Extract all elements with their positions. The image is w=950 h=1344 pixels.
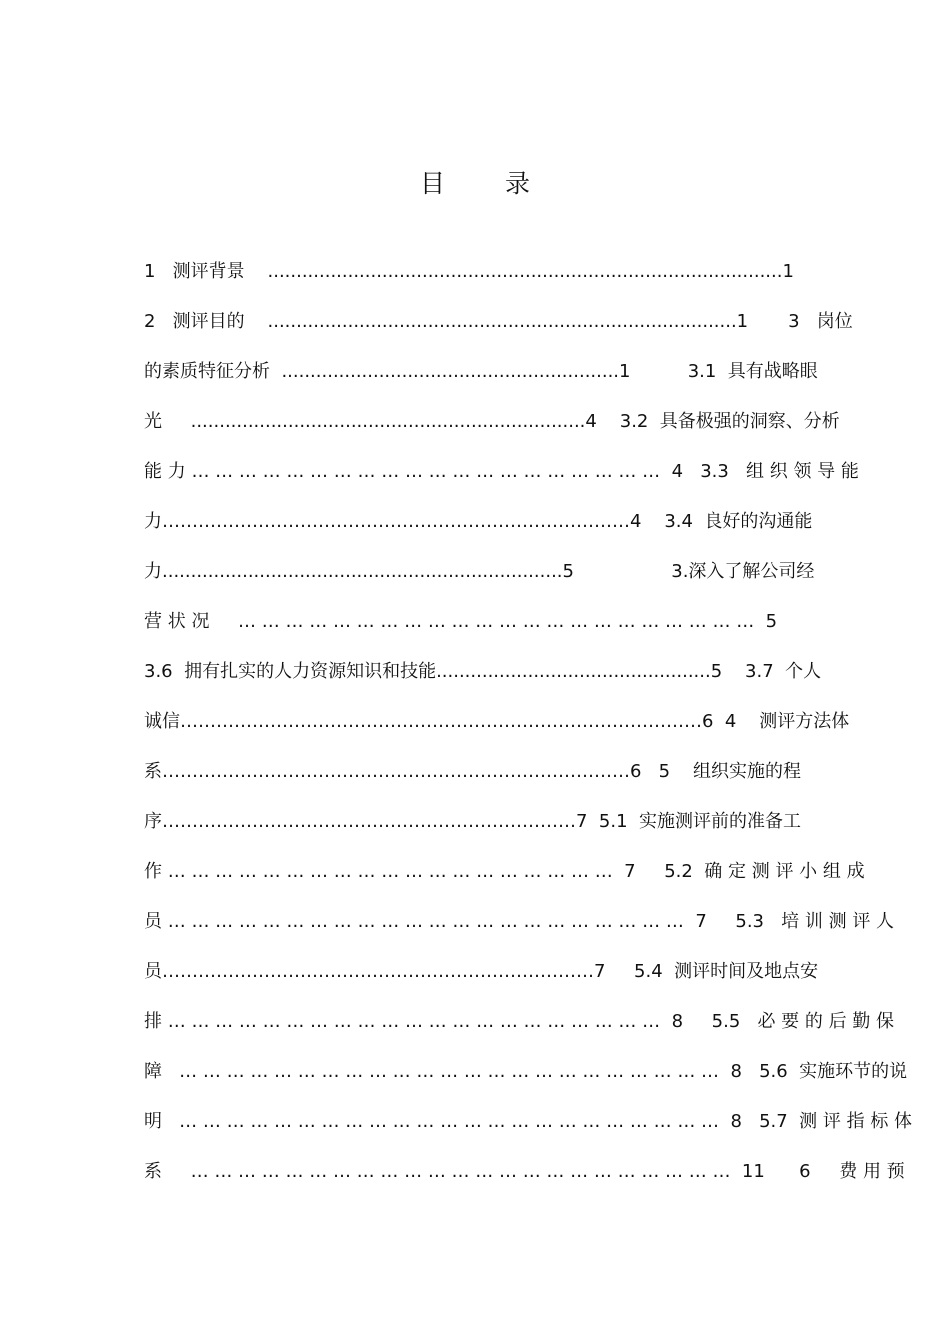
toc-line: 1 测评背景 ..........................................................................................1 — [144, 261, 794, 282]
toc-line: 排 … … … … … … … … … … … … … … … … … … … … … 8 5.5 必 要 的 后 勤 保 — [144, 1011, 895, 1032]
toc-line: 力……………………………………………………………………4 3.4 良好的沟通能 — [144, 511, 813, 532]
toc-line: 员………………………………………………………………7 5.4 测评时间及地点安 — [144, 961, 819, 982]
toc-line: 能 力 … … … … … … … … … … … … … … … … … … … … 4 3.3 组 织 领 导 能 — [144, 461, 859, 482]
toc-line: 系 … … … … … … … … … … … … … … … … … … … … … … … 11 6 费 用 预 — [144, 1161, 905, 1182]
toc-line: 作 … … … … … … … … … … … … … … … … … … … 7 5.2 确 定 测 评 小 组 成 — [144, 861, 865, 882]
table-of-contents — [144, 252, 913, 1202]
page-title: 目 录 — [420, 169, 556, 198]
toc-line: 2 测评目的 ..................................................................................1 3 岗位 — [144, 311, 853, 332]
toc-line: 光 .....................................................................4 3.2 具备极强的洞察、分析 — [144, 411, 840, 432]
toc-line: 系……………………………………………………………………6 5 组织实施的程 — [144, 761, 801, 782]
toc-line: 序……………………………………………………………7 5.1 实施测评前的准备工 — [144, 811, 801, 832]
toc-line: 营 状 况 … … … … … … … … … … … … … … … … … … … … … … 5 — [144, 611, 778, 632]
toc-line: 员 … … … … … … … … … … … … … … … … … … … … … … 7 5.3 培 训 测 评 人 — [144, 911, 895, 932]
toc-line: 力......................................................................5 3.深入了解公司经 — [144, 561, 815, 582]
toc-line: 障 … … … … … … … … … … … … … … … … … … … … … … … 8 5.6 实施环节的说 — [144, 1061, 908, 1082]
toc-line: 诚信……………………………………………………………………………6 4 测评方法体 — [144, 711, 850, 732]
toc-line: 3.6 拥有扎实的人力资源知识和技能................................................5 3.7 个人 — [144, 661, 822, 682]
toc-line: 明 … … … … … … … … … … … … … … … … … … … … … … … 8 5.7 测 评 指 标 体 — [144, 1111, 913, 1132]
toc-line: 的素质特征分析 ...........................................................1 3.1 具有战略眼 — [144, 361, 818, 382]
